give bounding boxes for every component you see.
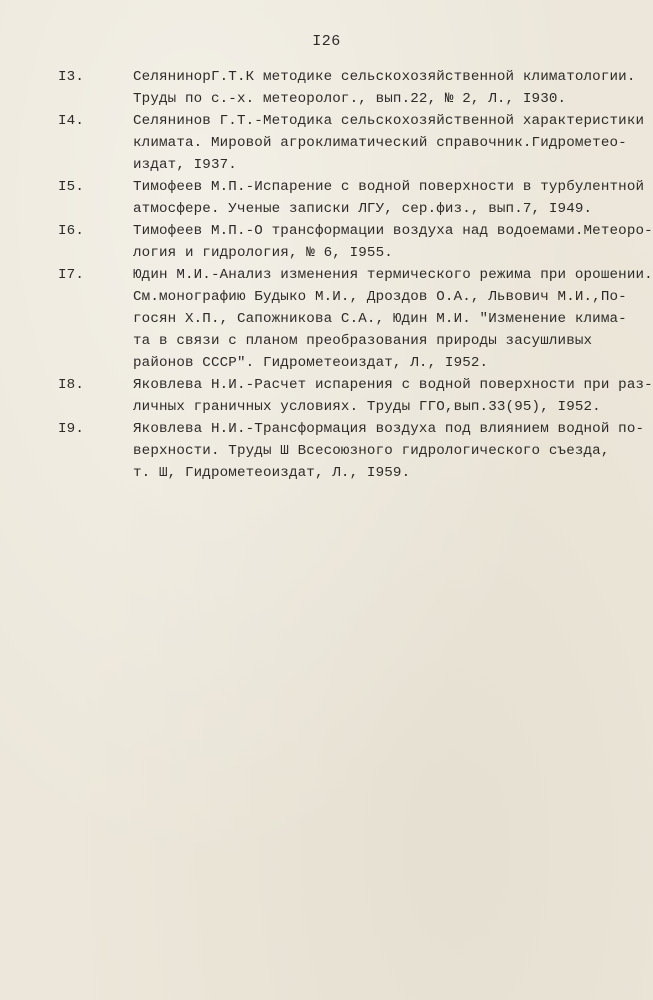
reference-item — [58, 66, 636, 110]
reference-item — [58, 418, 645, 484]
reference-item — [58, 176, 645, 220]
reference-line: районов СССР". Гидрометеоиздат, Л., I952. — [133, 355, 489, 371]
reference-line: издат, I937. — [133, 157, 237, 173]
reference-item — [58, 374, 653, 418]
reference-line: т. Ш, Гидрометеоиздат, Л., I959. — [133, 465, 411, 481]
reference-number: I9. — [58, 421, 84, 437]
reference-line: личных граничных условиях. Труды ГГО,вып.33(95), I952. — [133, 399, 601, 415]
reference-line: Селянинов Г.Т.-Методика сельскохозяйственной характеристики — [133, 113, 645, 129]
reference-line: госян Х.П., Сапожникова С.А., Юдин М.И. "Изменение клима- — [133, 311, 627, 327]
reference-line: Юдин М.И.-Анализ изменения термического режима при орошении. — [133, 267, 653, 283]
reference-line: Труды по с.-х. метеоролог., вып.22, № 2, Л., I930. — [133, 91, 567, 107]
page-number: I26 — [312, 33, 341, 50]
reference-line: См.монографию Будыко М.И., Дроздов О.А., Львович М.И.,По- — [133, 289, 627, 305]
reference-item — [58, 110, 645, 176]
reference-line: атмосфере. Ученые записки ЛГУ, сер.физ., вып.7, I949. — [133, 201, 593, 217]
reference-line: СелянинорГ.Т.К методике сельскохозяйственной климатологии. — [133, 69, 636, 85]
reference-number: I7. — [58, 267, 84, 283]
reference-line: Тимофеев М.П.-О трансформации воздуха над водоемами.Метеоро- — [133, 223, 653, 239]
reference-number: I3. — [58, 69, 84, 85]
reference-number: I8. — [58, 377, 84, 393]
reference-line: логия и гидрология, № 6, I955. — [133, 245, 393, 261]
reference-line: климата. Мировой агроклиматический справочник.Гидрометео- — [133, 135, 627, 151]
reference-line: верхности. Труды Ш Всесоюзного гидрологического съезда, — [133, 443, 610, 459]
reference-item — [58, 264, 653, 374]
reference-number: I4. — [58, 113, 84, 129]
reference-number: I6. — [58, 223, 84, 239]
reference-item — [58, 220, 653, 264]
reference-line: Яковлева Н.И.-Расчет испарения с водной поверхности при раз- — [133, 377, 653, 393]
reference-list — [58, 66, 653, 484]
reference-number: I5. — [58, 179, 84, 195]
reference-line: Яковлева Н.И.-Трансформация воздуха под влиянием водной по- — [133, 421, 645, 437]
reference-line: та в связи с планом преобразования природы засушливых — [133, 333, 593, 349]
reference-line: Тимофеев М.П.-Испарение с водной поверхности в турбулентной — [133, 179, 645, 195]
